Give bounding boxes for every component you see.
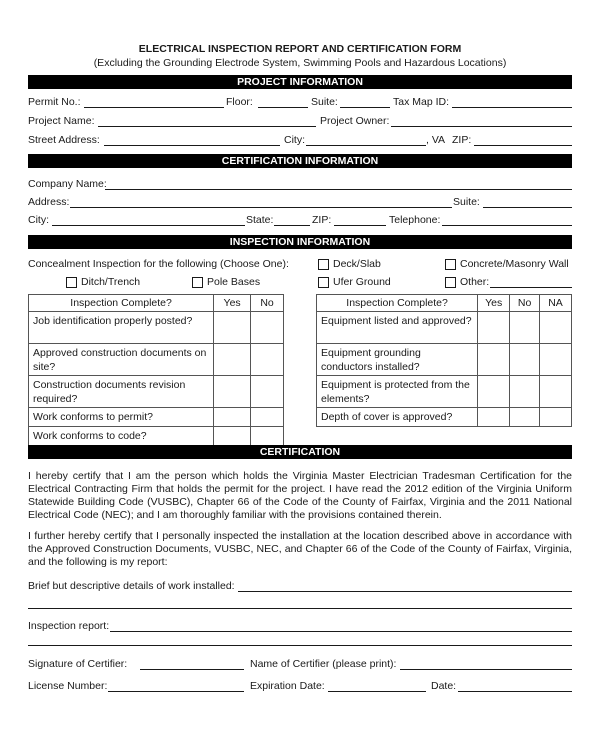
signature-field[interactable] — [140, 658, 244, 670]
no-cell[interactable] — [251, 344, 284, 376]
floor-field[interactable] — [258, 96, 308, 108]
na-cell[interactable] — [540, 344, 572, 376]
city-field[interactable] — [306, 134, 426, 146]
row-question: Job identification properly posted? — [29, 312, 214, 344]
no-cell[interactable] — [251, 376, 284, 408]
inspection-table-left — [28, 294, 284, 446]
inspection-report-label: Inspection report: — [28, 620, 110, 632]
zip-label: ZIP: — [452, 134, 472, 146]
project-name-label: Project Name: — [28, 115, 95, 127]
form-subtitle: (Excluding the Grounding Electrode System, Swimming Pools and Hazardous Locations) — [93, 57, 507, 69]
ditch-trench-label: Ditch/Trench — [81, 276, 141, 288]
cert-city-label: City: — [28, 214, 49, 226]
concrete-masonry-checkbox[interactable] — [445, 259, 456, 270]
ditch-trench-checkbox[interactable] — [66, 277, 77, 288]
state-label: , VA — [426, 134, 446, 146]
date-field[interactable] — [458, 680, 572, 692]
tax-map-id-label: Tax Map ID: — [393, 96, 450, 108]
form-title: ELECTRICAL INSPECTION REPORT AND CERTIFICATION FORM — [138, 43, 462, 55]
no-cell[interactable] — [251, 312, 284, 344]
yes-cell[interactable] — [478, 376, 510, 408]
pole-bases-checkbox[interactable] — [192, 277, 203, 288]
concealment-label: Concealment Inspection for the following (Choose One): — [28, 258, 289, 270]
table-header-row — [29, 295, 284, 312]
suite-field[interactable] — [340, 96, 390, 108]
ufer-ground-label: Ufer Ground — [333, 276, 391, 288]
inspection-report-line[interactable] — [28, 645, 572, 646]
table-row — [29, 376, 284, 408]
inspection-report-field[interactable] — [110, 620, 572, 632]
no-cell[interactable] — [251, 408, 284, 427]
no-cell[interactable] — [510, 376, 540, 408]
work-details-label: Brief but descriptive details of work installed: — [28, 580, 235, 592]
permit-no-field[interactable] — [84, 96, 224, 108]
table-row — [29, 312, 284, 344]
column-header: Yes — [214, 295, 251, 312]
other-checkbox[interactable] — [445, 277, 456, 288]
address-label: Address: — [28, 196, 70, 208]
other-field[interactable] — [490, 276, 572, 288]
certification-paragraph-1: I hereby certify that I am the person which holds the Virginia Master Electrician Tradesman Certification for the Electrical Contracting Firm that holds the permit for the project. I have read the 2012 edition of the Virginia Uniform Statewide Building Code (VUSBC), Chapter 66 of the Code of the County of Fairfax, Virginia and the 2011 National Electrical Code (NEC); and I am thoroughly familiar with the provisions contained therein. — [28, 470, 572, 521]
inspection-info-header: INSPECTION INFORMATION — [28, 235, 572, 249]
certification-info-header: CERTIFICATION INFORMATION — [28, 154, 572, 168]
cert-state-label: State: — [246, 214, 274, 226]
column-header: NA — [540, 295, 572, 312]
yes-cell[interactable] — [214, 427, 251, 446]
row-question: Work conforms to permit? — [29, 408, 214, 427]
column-header: Yes — [478, 295, 510, 312]
permit-no-label: Permit No.: — [28, 96, 81, 108]
ufer-ground-checkbox[interactable] — [318, 277, 329, 288]
certifier-name-field[interactable] — [400, 658, 572, 670]
zip-field[interactable] — [474, 134, 572, 146]
no-cell[interactable] — [251, 427, 284, 446]
project-info-header: PROJECT INFORMATION — [28, 75, 572, 89]
cert-zip-field[interactable] — [334, 214, 386, 226]
row-question: Work conforms to code? — [29, 427, 214, 446]
row-question: Construction documents revision required? — [29, 376, 214, 408]
signature-label: Signature of Certifier: — [28, 658, 128, 670]
date-label: Date: — [431, 680, 457, 692]
certification-paragraph-2: I further hereby certify that I personally inspected the installation at the location described above in accordance with the Approved Construction Documents, VUSBC, NEC, and Chapter 66 of the Code of the County of Fairfax, Virginia, and the following is my report: — [28, 530, 572, 568]
na-cell[interactable] — [540, 312, 572, 344]
project-owner-label: Project Owner: — [320, 115, 390, 127]
cert-zip-label: ZIP: — [312, 214, 332, 226]
project-name-field[interactable] — [98, 115, 316, 127]
cert-suite-field[interactable] — [483, 196, 572, 208]
table-header-row — [317, 295, 572, 312]
table-row — [317, 376, 572, 408]
no-cell[interactable] — [510, 408, 540, 427]
yes-cell[interactable] — [478, 312, 510, 344]
row-question: Depth of cover is approved? — [317, 408, 478, 427]
concrete-masonry-label: Concrete/Masonry Wall — [460, 258, 569, 270]
license-number-field[interactable] — [108, 680, 244, 692]
deck-slab-label: Deck/Slab — [333, 258, 381, 270]
yes-cell[interactable] — [214, 376, 251, 408]
street-address-field[interactable] — [104, 134, 280, 146]
yes-cell[interactable] — [478, 344, 510, 376]
street-address-label: Street Address: — [28, 134, 100, 146]
row-question: Equipment grounding conductors installed? — [317, 344, 478, 376]
certification-header: CERTIFICATION — [28, 445, 572, 459]
telephone-field[interactable] — [442, 214, 572, 226]
cert-suite-label: Suite: — [453, 196, 480, 208]
license-number-label: License Number: — [28, 680, 108, 692]
floor-label: Floor: — [226, 96, 253, 108]
na-cell[interactable] — [540, 408, 572, 427]
table-row — [317, 312, 572, 344]
table-row — [317, 344, 572, 376]
table-row — [29, 344, 284, 376]
column-header: Inspection Complete? — [29, 295, 214, 312]
yes-cell[interactable] — [214, 344, 251, 376]
na-cell[interactable] — [540, 376, 572, 408]
address-field[interactable] — [70, 196, 452, 208]
tax-map-id-field[interactable] — [452, 96, 572, 108]
table-row — [29, 408, 284, 427]
row-question: Approved construction documents on site? — [29, 344, 214, 376]
inspection-table-right — [316, 294, 572, 427]
yes-cell[interactable] — [478, 408, 510, 427]
city-label: City: — [284, 134, 305, 146]
cert-state-field[interactable] — [274, 214, 310, 226]
table-row — [317, 408, 572, 427]
table-row — [29, 427, 284, 446]
telephone-label: Telephone: — [389, 214, 441, 226]
column-header: No — [251, 295, 284, 312]
no-cell[interactable] — [510, 344, 540, 376]
row-question: Equipment listed and approved? — [317, 312, 478, 344]
pole-bases-label: Pole Bases — [207, 276, 261, 288]
cert-city-field[interactable] — [52, 214, 245, 226]
column-header: Inspection Complete? — [317, 295, 478, 312]
certifier-name-label: Name of Certifier (please print): — [250, 658, 397, 670]
project-owner-field[interactable] — [391, 115, 572, 127]
suite-label: Suite: — [311, 96, 338, 108]
yes-cell[interactable] — [214, 408, 251, 427]
work-details-field[interactable] — [238, 580, 572, 592]
column-header: No — [510, 295, 540, 312]
row-question: Equipment is protected from the elements? — [317, 376, 478, 408]
expiration-date-field[interactable] — [328, 680, 426, 692]
company-name-label: Company Name: — [28, 178, 107, 190]
no-cell[interactable] — [510, 312, 540, 344]
work-details-line[interactable] — [28, 608, 572, 609]
yes-cell[interactable] — [214, 312, 251, 344]
expiration-date-label: Expiration Date: — [250, 680, 325, 692]
other-label: Other: — [460, 276, 490, 288]
company-name-field[interactable] — [105, 178, 572, 190]
deck-slab-checkbox[interactable] — [318, 259, 329, 270]
